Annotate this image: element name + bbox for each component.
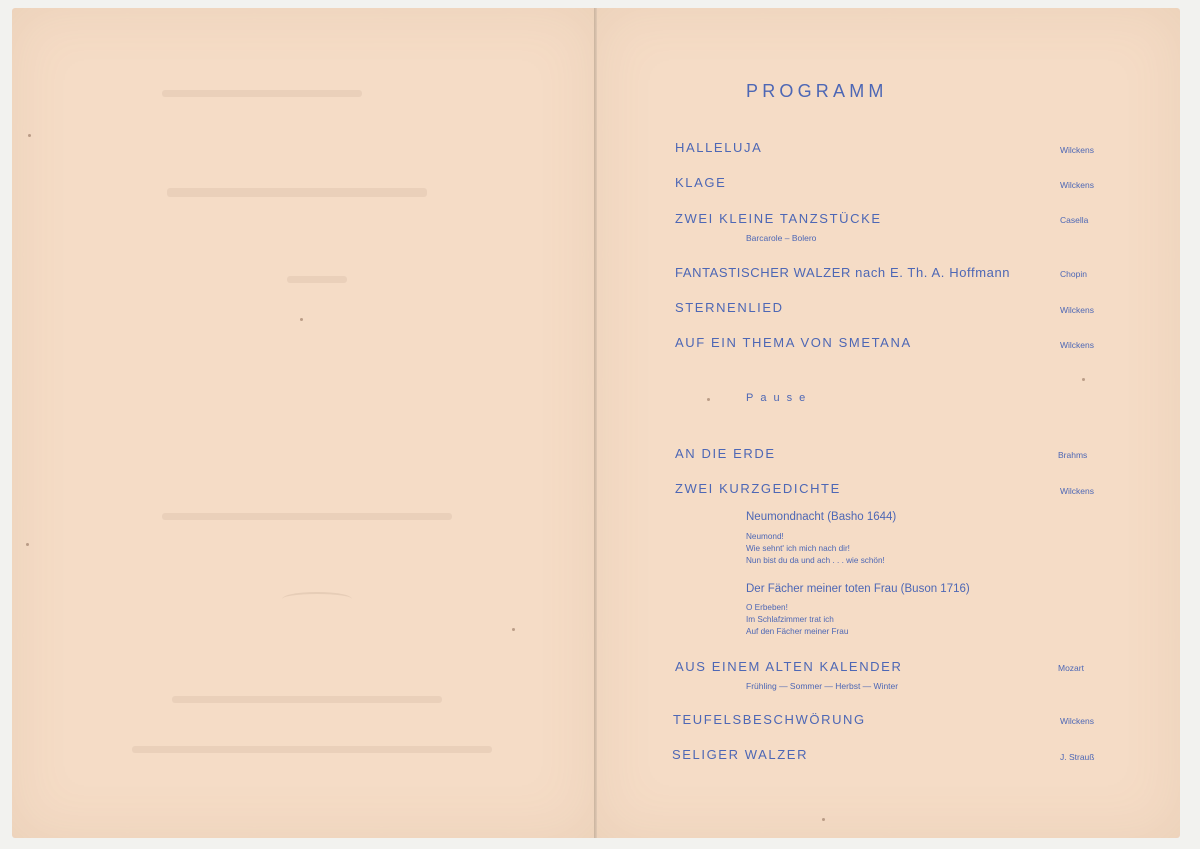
paper-speck (822, 818, 825, 821)
poem-title: Neumondnacht (Basho 1644) (746, 511, 897, 523)
bleed-through-line (162, 513, 452, 520)
paper-speck (707, 398, 710, 401)
piece-title: STERNENLIED (675, 300, 784, 315)
piece-subtitle: Frühling — Sommer — Herbst — Winter (746, 681, 899, 691)
paper-speck (300, 318, 303, 321)
bleed-through-ornament (282, 592, 352, 606)
piece-composer: J. Strauß (1060, 752, 1095, 762)
bleed-through-line (287, 276, 347, 283)
piece-title: KLAGE (675, 175, 727, 190)
program-heading: PROGRAMM (746, 81, 888, 101)
bleed-through-line (162, 90, 362, 97)
piece-title: ZWEI KLEINE TANZSTÜCKE (675, 211, 882, 226)
piece-composer: Brahms (1058, 450, 1088, 460)
piece-title: AN DIE ERDE (675, 446, 776, 461)
piece-composer: Wilckens (1060, 340, 1095, 350)
intermission-label: Pause (746, 392, 813, 404)
piece-composer: Wilckens (1060, 305, 1095, 315)
paper-speck (26, 543, 29, 546)
poem-line: O Erbeben! (746, 603, 788, 612)
piece-title: HALLELUJA (675, 140, 763, 155)
poem-line: Auf den Fächer meiner Frau (746, 627, 849, 636)
piece-composer: Chopin (1060, 269, 1087, 279)
piece-composer: Wilckens (1060, 180, 1095, 190)
piece-title: SELIGER WALZER (672, 747, 809, 762)
piece-title: ZWEI KURZGEDICHTE (675, 481, 841, 496)
poem-line: Im Schlafzimmer trat ich (746, 615, 834, 624)
piece-title: AUF EIN THEMA VON SMETANA (675, 335, 912, 350)
piece-title: AUS EINEM ALTEN KALENDER (675, 659, 903, 674)
poem-title: Der Fächer meiner toten Frau (Buson 1716) (746, 583, 970, 595)
piece-composer: Casella (1060, 215, 1089, 225)
piece-subtitle: Barcarole – Bolero (746, 233, 817, 243)
piece-composer: Wilckens (1060, 145, 1095, 155)
piece-title: FANTASTISCHER WALZER nach E. Th. A. Hoffmann (675, 265, 1011, 280)
bleed-through-line (172, 696, 442, 703)
piece-title: TEUFELSBESCHWÖRUNG (673, 712, 866, 727)
piece-composer: Wilckens (1060, 486, 1095, 496)
left-page (12, 8, 594, 838)
poem-line: Neumond! (746, 532, 784, 541)
paper-speck (1082, 378, 1085, 381)
bleed-through-line (132, 746, 492, 753)
paper-speck (28, 134, 31, 137)
poem-line: Wie sehnt' ich mich nach dir! (746, 544, 850, 553)
paper-speck (512, 628, 515, 631)
piece-composer: Mozart (1058, 663, 1084, 673)
bleed-through-line (167, 188, 427, 197)
poem-line: Nun bist du da und ach . . . wie schön! (746, 556, 885, 565)
piece-composer: Wilckens (1060, 716, 1095, 726)
